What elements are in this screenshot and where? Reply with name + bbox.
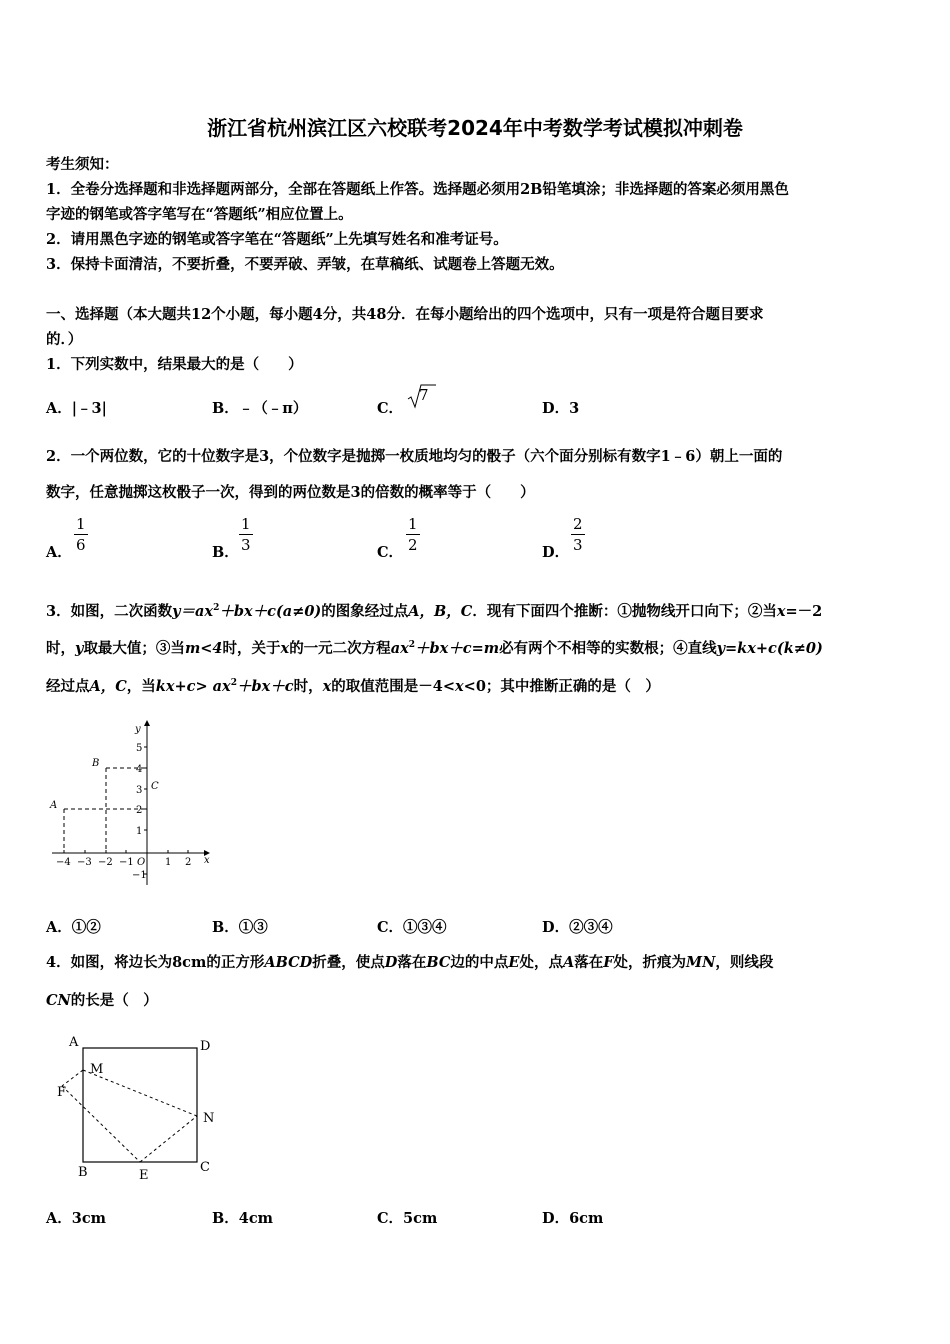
- y-tick: 4: [136, 764, 143, 775]
- notice-item: 2．请用黑色字迹的钢笔或答字笔在“答题纸”上先填写姓名和准考证号。: [46, 231, 508, 248]
- x-axis-label: x: [204, 855, 210, 866]
- q2-option-b-fraction: 1 3: [241, 515, 251, 554]
- q1-option-c: C．: [377, 400, 404, 417]
- point-n-label: N: [203, 1111, 215, 1126]
- notice-heading: 考生须知：: [46, 156, 119, 173]
- y-tick: 5: [136, 743, 143, 754]
- q4-option-b: B．4cm: [212, 1210, 274, 1227]
- point-c-label: C: [151, 781, 159, 792]
- point-e-label: E: [139, 1168, 149, 1183]
- y-axis-label: y: [135, 724, 141, 735]
- point-a-label: A: [50, 800, 58, 811]
- x-tick: −1: [119, 857, 134, 868]
- y-tick: 3: [136, 785, 143, 796]
- q3-option-d: D．②③④: [542, 919, 613, 936]
- q4-option-a: A．3cm: [46, 1210, 107, 1227]
- vertex-a-label: A: [69, 1035, 79, 1050]
- q2-option-d-fraction: 2 3: [573, 515, 583, 554]
- q4-option-d: D．6cm: [542, 1210, 604, 1227]
- notice-item: 字迹的钢笔或答字笔写在“答题纸”相应位置上。: [46, 206, 353, 223]
- vertex-c-label: C: [200, 1160, 210, 1175]
- q3-option-a: A．①②: [46, 919, 101, 936]
- q2-option-b-label: B．: [212, 544, 239, 561]
- q4-square-figure: [50, 1030, 230, 1185]
- q3-stem-line1: 3．如图，二次函数$y=ax^2+bx+c(a\ne 0)$的图象经过点A，B，C．现有下面四个推断：①抛物线开口向下；②当x=－2: [46, 603, 823, 620]
- q3-stem-line2: 时，y取最大值；③当m<4时，关于x的一元二次方程$ax^2+bx+c=m$必有两个不相等的实数根；④直线y=kx+c(k≠0): [46, 640, 823, 657]
- notice-item: 3．保持卡面清洁，不要折叠，不要弄破、弄皱，在草稿纸、试题卷上答题无效。: [46, 256, 564, 273]
- section-heading: 一、选择题（本大题共12个小题，每小题4分，共48分．在每小题给出的四个选项中，只有一项是符合题目要求: [46, 306, 764, 323]
- q4-option-c: C．5cm: [377, 1210, 438, 1227]
- x-tick: 1: [165, 857, 172, 868]
- q2-stem-cont: 数字，任意抛掷这枚骰子一次，得到的两位数是3的倍数的概率等于（ ）: [46, 484, 535, 501]
- q4-stem-line1: 4．如图，将边长为8cm的正方形ABCD折叠，使点D落在BC边的中点E处，点A落在F处，折痕为MN，则线段: [46, 954, 774, 971]
- q2-option-a-label: A．: [46, 544, 72, 561]
- q2-option-c-label: C．: [377, 544, 404, 561]
- x-tick: −2: [98, 857, 113, 868]
- q2-stem: 2．一个两位数，它的十位数字是3，个位数字是抛掷一枚质地均匀的骰子（六个面分别标有数字1﹣6）朝上一面的: [46, 448, 783, 465]
- q3-stem-line3: 经过点A，C，当$kx+c> ax^2+bx+c$时，x的取值范围是－4<x<0；其中推断正确的是（ ）: [46, 678, 660, 695]
- notice-item: 1．全卷分选择题和非选择题两部分，全部在答题纸上作答。选择题必须用2B铅笔填涂；非选择题的答案必须用黑色: [46, 181, 789, 198]
- q1-option-a: A．|﹣3|: [46, 400, 107, 417]
- q4-stem-line2: CN的长是（ ）: [46, 992, 158, 1009]
- q3-coordinate-graph: [44, 715, 224, 890]
- x-tick: −4: [56, 857, 71, 868]
- q1-radicand: 7: [419, 386, 429, 404]
- point-f-label: F: [57, 1085, 67, 1100]
- point-m-label: M: [90, 1062, 104, 1077]
- vertex-d-label: D: [200, 1039, 211, 1054]
- y-tick: −1: [132, 870, 147, 881]
- origin-label: O: [137, 857, 146, 868]
- q3-option-c: C．①③④: [377, 919, 447, 936]
- y-tick: 2: [136, 805, 143, 816]
- y-tick: 1: [136, 826, 143, 837]
- q3-option-b: B．①③: [212, 919, 268, 936]
- x-tick: 2: [185, 857, 192, 868]
- q1-option-b: B．﹣（﹣π）: [212, 400, 308, 417]
- q1-option-d: D．3: [542, 400, 580, 417]
- q2-option-d-label: D．: [542, 544, 570, 561]
- x-tick: −3: [77, 857, 92, 868]
- point-b-label: B: [92, 758, 100, 769]
- section-heading-cont: 的．）: [46, 331, 83, 348]
- page-title: 浙江省杭州滨江区六校联考2024年中考数学考试模拟冲刺卷: [207, 116, 743, 140]
- vertex-b-label: B: [78, 1165, 88, 1180]
- q2-option-a-fraction: 1 6: [76, 515, 86, 554]
- q2-option-c-fraction: 1 2: [408, 515, 418, 554]
- q1-stem: 1．下列实数中，结果最大的是（ ）: [46, 356, 303, 373]
